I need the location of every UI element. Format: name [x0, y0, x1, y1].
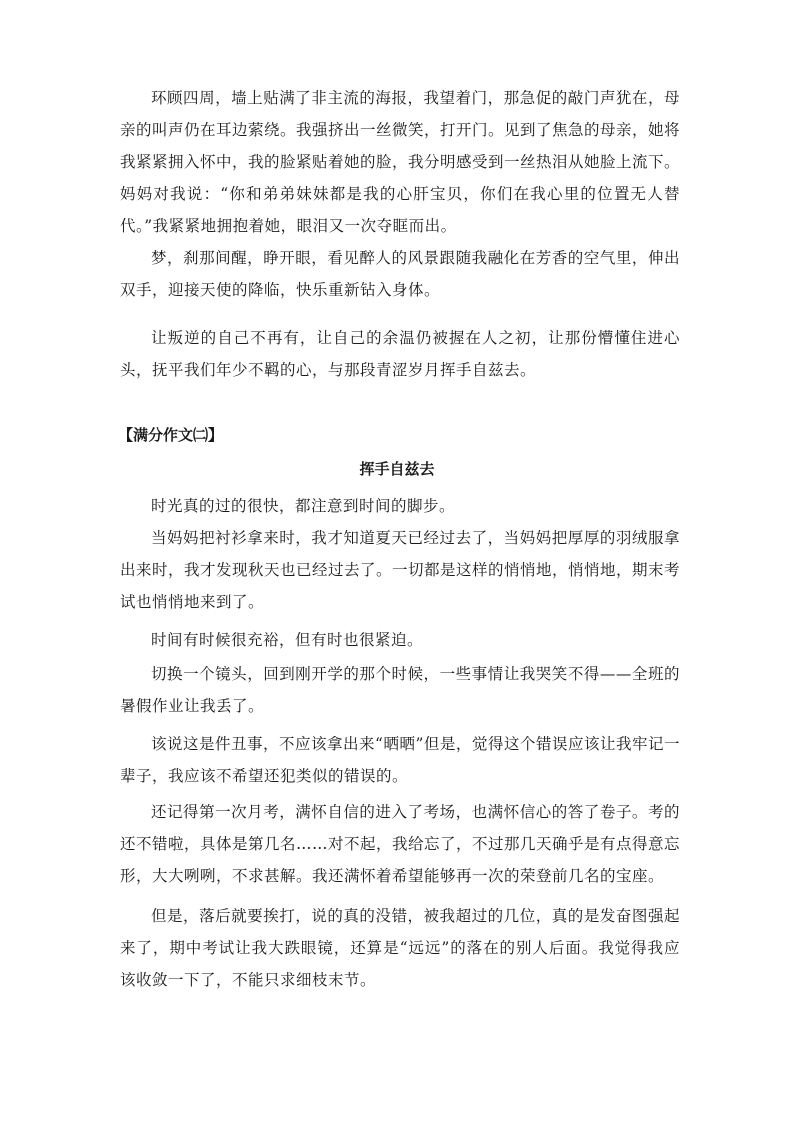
paragraph: 时间有时候很充裕，但有时也很紧迫。 [151, 631, 424, 649]
paragraph: 让叛逆的自己不再有，让自己的余温仍被握在人之初，让那份懵懂住进心头，抚平我们年少不羁的心，与那段青涩岁月挥手自兹去。 [120, 329, 680, 379]
paragraph: 当妈妈把衬衫拿来时，我才知道夏天已经过去了，当妈妈把厚厚的羽绒服拿出来时，我才发现秋天也已经过去了。一切都是这样的悄悄地，悄悄地，期末考试也悄悄地来到了。 [120, 529, 681, 611]
paragraph: 梦，刹那间醒，睁开眼，看见醉人的风景跟随我融化在芳香的空气里，伸出双手，迎接天使的降临，快乐重新钻入身体。 [120, 249, 680, 299]
paragraph: 切换一个镜头，回到刚开学的那个时候，一些事情让我哭笑不得——全班的暑假作业让我丢了。 [120, 665, 680, 715]
paragraph: 但是，落后就要挨打，说的真的没错，被我超过的几位，真的是发奋图强起来了，期中考试让我大跌眼镜，还算是“远远”的落在的别人后面。我觉得我应该收敛一下了，不能只求细枝末节。 [120, 907, 680, 989]
paragraph: 环顾四周，墙上贴满了非主流的海报，我望着门，那急促的敲门声犹在，母亲的叫声仍在耳边萦绕。我强挤出一丝微笑，打开门。见到了焦急的母亲，她将我紧紧拥入怀中，我的脸紧贴着她的脸，我分明感受到一丝热泪从她脸上流下。妈妈对我说：“你和弟弟妹妹都是我的心肝宝贝，你们在我心里的位置无人替代。”我紧紧地拥抱着她，眼泪又一次夺眶而出。 [120, 89, 681, 235]
section-heading: 【满分作文㈡】 [118, 426, 224, 444]
paragraph: 时光真的过的很快，都注意到时间的脚步。 [151, 497, 456, 515]
paragraph: 该说这是件丑事，不应该拿出来“晒晒”但是，觉得这个错误应该让我牢记一辈子，我应该不希望还犯类似的错误的。 [120, 735, 680, 785]
essay-title: 挥手自兹去 [359, 460, 435, 478]
paragraph: 还记得第一次月考，满怀自信的进入了考场，也满怀信心的答了卷子。考的还不错啦，具体是第几名……对不起，我给忘了，不过那几天确乎是有点得意忘形，大大咧咧，不求甚解。我还满怀着希望能够再一次的荣登前几名的宝座。 [120, 803, 681, 885]
